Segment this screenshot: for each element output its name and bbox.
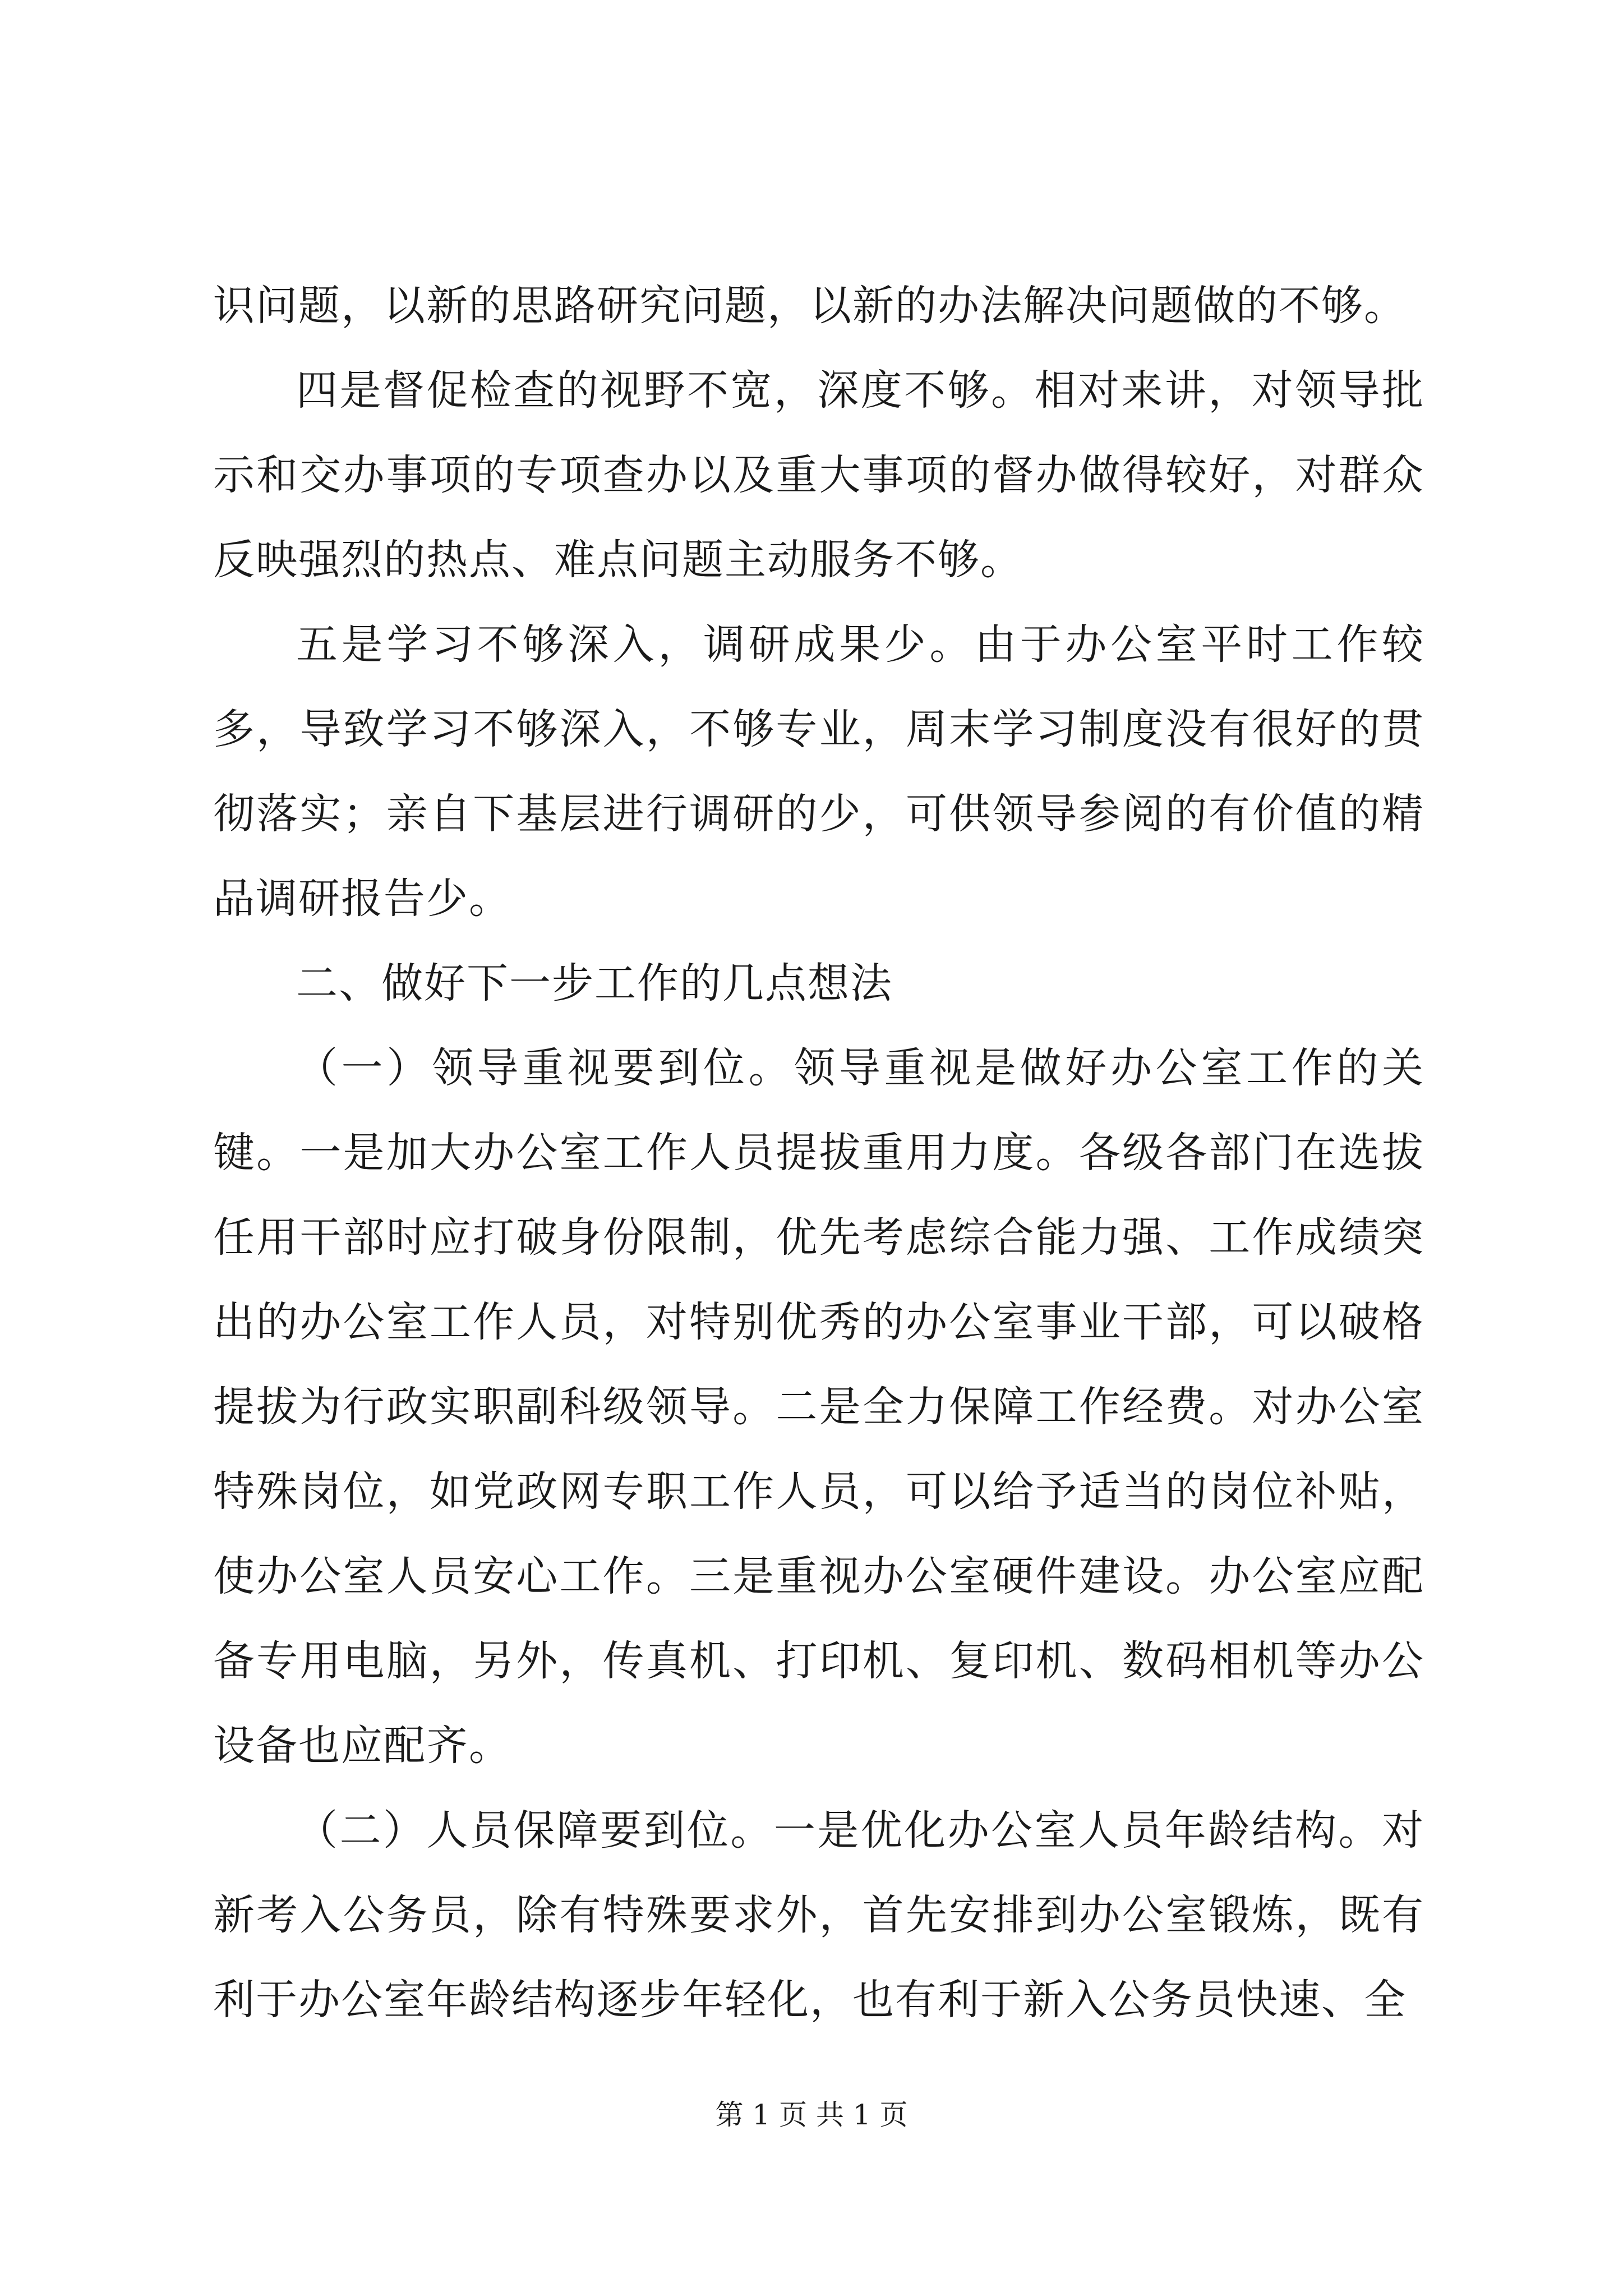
paragraph: （二）人员保障要到位。一是优化办公室人员年龄结构。对新考入公务员，除有特殊要求外，首先安排到办公室锻炼，既有利于办公室年龄结构逐步年轻化，也有利于新入公务员快速、全 [213, 1806, 1424, 2024]
page-footer: 第 1 页 共 1 页 [715, 2099, 908, 2131]
paragraph: 识问题，以新的思路研究问题，以新的办法解决问题做的不够。 [213, 282, 1407, 330]
document-body [213, 264, 1424, 2042]
paragraph: 四是督促检查的视野不宽，深度不够。相对来讲，对领导批示和交办事项的专项查办以及重大事项的督办做得较好，对群众反映强烈的热点、难点问题主动服务不够。 [213, 366, 1424, 584]
paragraph: 五是学习不够深入，调研成果少。由于办公室平时工作较多，导致学习不够深入，不够专业，周末学习制度没有很好的贯彻落实；亲自下基层进行调研的少，可供领导参阅的有价值的精品调研报告少。 [213, 620, 1424, 923]
section-heading: 二、做好下一步工作的几点想法 [296, 959, 893, 1007]
paragraph: （一）领导重视要到位。领导重视是做好办公室工作的关键。一是加大办公室工作人员提拔重用力度。各级各部门在选拔任用干部时应打破身份限制，优先考虑综合能力强、工作成绩突出的办公室工作人员，对特别优秀的办公室事业干部，可以破格提拔为行政实职副科级领导。二是全力保障工作经费。对办公室特殊岗位，如党政网专职工作人员，可以给予适当的岗位补贴，使办公室人员安心工作。三是重视办公室硬件建设。办公室应配备专用电脑，另外，传真机、打印机、复印机、数码相机等办公设备也应配齐。 [213, 1044, 1424, 1770]
